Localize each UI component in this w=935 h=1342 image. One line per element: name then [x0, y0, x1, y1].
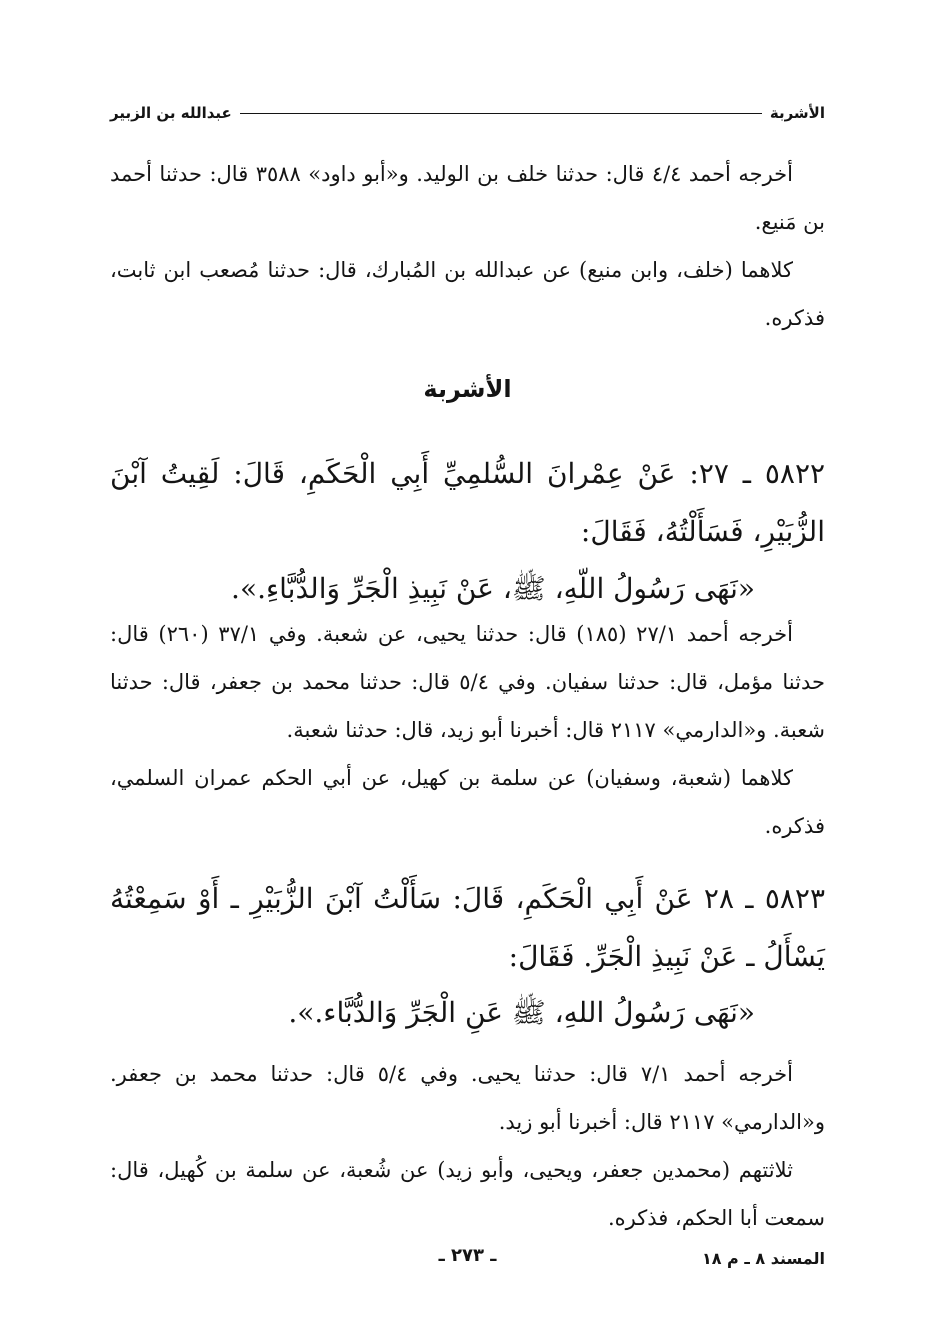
hadith-5822-takhrij: أخرجه أحمد ٢٧/١ (١٨٥) قال: حدثنا يحيى، عن شعبة. وفي ٣٧/١ (٢٦٠) قال: حدثنا مؤمل، قال: حدثنا سفيان. وفي ٥/٤ قال: حدثنا محمد بن جعفر، قال: حدثنا شعبة. و«الدارمي» ٢١١٧ قال: أخبرنا أبو زيد، قال: حدثنا شعبة.: [110, 622, 825, 742]
hadith-5823-head: ٥٨٢٣ ـ ٢٨ عَنْ أَبِي الْحَكَمِ، قَالَ: سَأَلْتُ آبْنَ الزُّبَيْرِ ـ أَوْ سَمِعْتُهُ يَسْأَلُ ـ عَنْ نَبِيذِ الْجَرِّ. فَقَالَ:: [110, 882, 825, 973]
header-musnad-of: عبدالله بن الزبير: [110, 104, 232, 122]
hadith-5822-shared: كلاهما (شعبة، وسفيان) عن سلمة بن كهيل، عن أبي الحكم عمران السلمي، فذكره.: [110, 766, 825, 838]
running-header: [110, 100, 825, 126]
hadith-5823-takhrij: أخرجه أحمد ٧/١ قال: حدثنا يحيى. وفي ٥/٤ قال: حدثنا محمد بن جعفر. و«الدارمي» ٢١١٧ قال: أخبرنا أبو زيد.: [110, 1062, 825, 1134]
footer-volume: المسند ٨ ـ م ١٨: [701, 1249, 825, 1268]
hadith-5822-notes: [110, 610, 825, 850]
page-footer: [110, 1245, 825, 1275]
page-number: ـ ٢٧٣ ـ: [438, 1245, 497, 1266]
header-chapter: الأشربة: [769, 104, 825, 122]
intro-paragraph-2: كلاهما (خلف، وابن منيع) عن عبدالله بن المُبارك، قال: حدثنا مُصعب ابن ثابت، فذكره.: [110, 258, 825, 330]
intro-block: [110, 150, 825, 342]
header-rule: [240, 113, 762, 114]
hadith-5823-shared: ثلاثتهم (محمدين جعفر، ويحيى، وأبو زيد) عن شُعبة، عن سلمة بن كُهيل، قال: سمعت أبا الحكم، فذكره.: [110, 1158, 825, 1230]
hadith-5822-head: ٥٨٢٢ ـ ٢٧: عَنْ عِمْرانَ السُّلمِيِّ أَبِي الْحَكَمِ، قَالَ: لَقِيتُ آبْنَ الزُّبَيْرِ، فَسَأَلْتُهُ، فَقَالَ:: [110, 457, 826, 548]
intro-paragraph-1: أخرجه أحمد ٤/٤ قال: حدثنا خلف بن الوليد. و«أبو داود» ٣٥٨٨ قال: حدثنا أحمد بن مَنيع.: [110, 162, 825, 234]
section-title: الأشربة: [423, 375, 512, 403]
hadith-5823-matn: «نَهَى رَسُولُ اللهِ، ﷺ عَنِ الْجَرِّ وَالدُّبَّاء.».: [288, 996, 755, 1029]
hadith-5823-notes: [110, 1050, 825, 1242]
hadith-5822-matn: «نَهَى رَسُولُ اللّهِ، ﷺ، عَنْ نَبِيذِ الْجَرِّ وَالدُّبَّاءِ.».: [231, 572, 755, 605]
